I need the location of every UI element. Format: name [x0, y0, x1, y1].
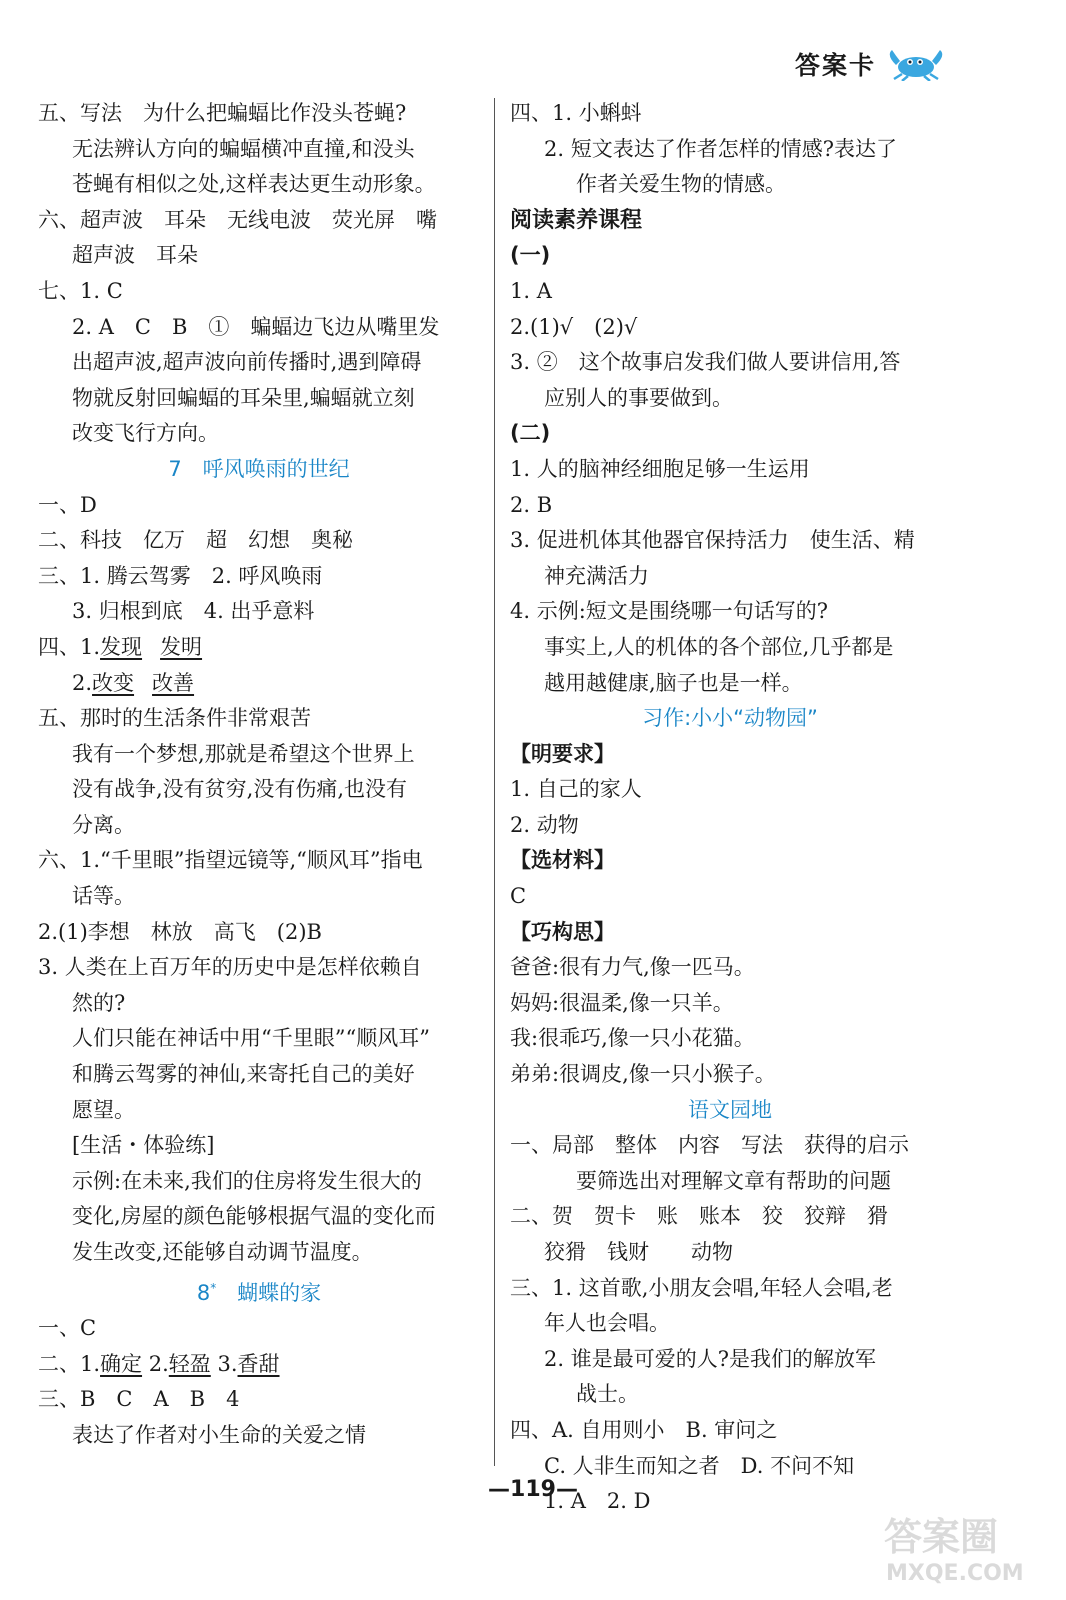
- answer-line: 我:很乖巧,像一只小花猫。: [510, 1026, 755, 1051]
- underlined-word: 确定: [100, 1351, 143, 1376]
- answer-line: 2. 短文表达了作者怎样的情感?表达了: [544, 136, 897, 161]
- answer-line: 四、1. 小蝌蚪: [510, 101, 642, 125]
- section-7: 七、1. C: [38, 278, 123, 303]
- answer-line: [生活・体验练]: [72, 1133, 215, 1158]
- answer-line: 战士。: [576, 1382, 639, 1407]
- answer-line: 3. 促进机体其他器官保持活力 使生活、精: [510, 528, 915, 553]
- answer-line: 妈妈:很温柔,像一只羊。: [510, 990, 734, 1015]
- answer-line: 越用越健康,脑子也是一样。: [544, 670, 803, 695]
- watermark-logo-text: 答案圈: [884, 1515, 999, 1559]
- answer-line: 2. 动物: [510, 812, 579, 837]
- answer-line: 1. 人的脑神经细胞足够一生运用: [510, 456, 810, 481]
- lesson-7-title: 7 呼风唤雨的世纪: [168, 456, 350, 481]
- item-prefix: 3.: [217, 1351, 238, 1376]
- watermark-logo: [878, 1506, 1028, 1586]
- section-6: 六、超声波 耳朵 无线电波 荧光屏 嘴: [38, 207, 437, 232]
- watermark-site: MXQE.COM: [886, 1561, 1024, 1586]
- answer-line: 出超声波,超声波向前传播时,遇到障碍: [72, 350, 422, 375]
- lesson-mark: *: [210, 1280, 217, 1295]
- answer-line: 二、贺 贺卡 账 账本 狡 狡辩 猾: [510, 1204, 888, 1229]
- column-divider: [494, 98, 495, 1466]
- section-heading: 【明要求】: [510, 741, 615, 766]
- answer-line: 3. 归根到底 4. 出乎意料: [72, 599, 315, 624]
- left-column: [38, 96, 480, 1454]
- answer-line: 四、A. 自用则小 B. 审问之: [510, 1417, 778, 1442]
- answer-line: 愿望。: [72, 1097, 135, 1122]
- answer-line: 1. A: [510, 278, 552, 303]
- answer-line: 话等。: [72, 884, 135, 909]
- answer-line: 超声波 耳朵: [72, 243, 198, 268]
- answer-line: 4. 示例:短文是围绕哪一句话写的?: [510, 599, 829, 624]
- lesson-name: 蝴蝶的家: [237, 1280, 322, 1305]
- answer-line: 一、局部 整体 内容 写法 获得的启示: [510, 1133, 909, 1158]
- answer-line: 应别人的事要做到。: [544, 385, 733, 410]
- underlined-word: 发明: [160, 634, 203, 659]
- answer-line: 和腾云驾雾的神仙,来寄托自己的美好: [72, 1062, 415, 1087]
- answer-line: 六、1.“千里眼”指望远镜等,“顺风耳”指电: [38, 848, 423, 873]
- answer-line: 狡猾 钱财 动物: [544, 1240, 733, 1264]
- section-5: 五、写法 为什么把蝙蝠比作没头苍蝇?: [38, 101, 407, 125]
- part-heading: (二): [510, 421, 551, 446]
- answer-line: [38, 666, 480, 702]
- answer-line: 作者关爱生物的情感。: [576, 172, 786, 197]
- answer-line: [38, 1347, 480, 1383]
- answer-line: 3. ② 这个故事启发我们做人要讲信用,答: [510, 350, 901, 375]
- header-title: 答案卡: [794, 51, 876, 80]
- underlined-word: 改善: [152, 670, 195, 695]
- answer-line: 3. 人类在上百万年的历史中是怎样依赖自: [38, 955, 422, 980]
- section-heading: 【巧构思】: [510, 919, 615, 944]
- answer-line: 二、科技 亿万 超 幻想 奥秘: [38, 528, 353, 553]
- header: [795, 46, 948, 82]
- underlined-word: 改变: [92, 670, 135, 695]
- crab-icon: [882, 47, 948, 81]
- answer-line: 五、那时的生活条件非常艰苦: [38, 706, 311, 731]
- answer-line: 2.(1)√ (2)√: [510, 314, 638, 339]
- answer-line: C: [510, 884, 527, 909]
- answer-line: 三、1. 腾云驾雾 2. 呼风唤雨: [38, 563, 323, 588]
- answer-line: 改变飞行方向。: [72, 421, 219, 446]
- answer-line: C. 人非生而知之者 D. 不问不知: [544, 1453, 855, 1478]
- answer-line: 年人也会唱。: [544, 1311, 670, 1336]
- answer-line: 爸爸:很有力气,像一匹马。: [510, 955, 755, 980]
- answer-line: 神充满活力: [544, 563, 649, 588]
- answer-line: [38, 630, 480, 666]
- answer-line: 2.(1)李想 林放 高飞 (2)B: [38, 919, 322, 944]
- answer-line: 物就反射回蝙蝠的耳朵里,蝙蝠就立刻: [72, 385, 415, 410]
- item-prefix: 2.: [72, 670, 93, 695]
- underlined-word: 香甜: [237, 1351, 280, 1376]
- answer-line: 2. B: [510, 492, 553, 517]
- right-column: [510, 96, 950, 1520]
- part-heading: (一): [510, 243, 551, 268]
- answer-line: 无法辨认方向的蝙蝠横冲直撞,和没头: [72, 136, 415, 161]
- lesson-8-title: [38, 1271, 480, 1312]
- reading-course-title: 阅读素养课程: [510, 207, 643, 233]
- item-prefix: 四、1.: [38, 634, 101, 659]
- answer-line: 变化,房屋的颜色能够根据气温的变化而: [72, 1204, 436, 1229]
- page-number: —119—: [488, 1477, 578, 1502]
- answer-line: 事实上,人的机体的各个部位,几乎都是: [544, 634, 894, 659]
- answer-line: 弟弟:很调皮,像一只小猴子。: [510, 1062, 776, 1087]
- chinese-garden-title: 语文园地: [688, 1097, 772, 1122]
- answer-line: 三、B C A B 4: [38, 1387, 240, 1412]
- answer-line: 我有一个梦想,那就是希望这个世界上: [72, 741, 415, 766]
- answer-line: 1. A 2. D: [544, 1489, 651, 1514]
- answer-line: 2. A C B ① 蝙蝠边飞边从嘴里发: [72, 314, 440, 339]
- answer-line: 要筛选出对理解文章有帮助的问题: [576, 1168, 891, 1193]
- item-prefix: 2.: [148, 1351, 169, 1376]
- underlined-word: 发现: [100, 634, 143, 659]
- answer-line: 三、1. 这首歌,小朋友会唱,年轻人会唱,老: [510, 1275, 893, 1300]
- answer-line: 苍蝇有相似之处,这样表达更生动形象。: [72, 172, 436, 197]
- answer-line: 分离。: [72, 812, 135, 837]
- answer-line: 示例:在未来,我们的住房将发生很大的: [72, 1168, 422, 1193]
- answer-line: 然的?: [72, 990, 126, 1015]
- answer-line: 一、D: [38, 492, 97, 517]
- answer-line: 表达了作者对小生命的关爱之情: [72, 1422, 366, 1447]
- underlined-word: 轻盈: [168, 1351, 211, 1376]
- lesson-number: 8: [196, 1280, 211, 1305]
- section-heading: 【选材料】: [510, 848, 615, 873]
- answer-line: 人们只能在神话中用“千里眼”“顺风耳”: [72, 1026, 430, 1051]
- answer-line: 发生改变,还能够自动调节温度。: [72, 1240, 373, 1264]
- answer-line: 2. 谁是最可爱的人?是我们的解放军: [544, 1346, 876, 1371]
- writing-title: 习作:小小“动物园”: [642, 706, 818, 731]
- answer-line: 一、C: [38, 1316, 97, 1341]
- answer-line: 没有战争,没有贫穷,没有伤痛,也没有: [72, 777, 408, 802]
- item-prefix: 二、1.: [38, 1351, 101, 1376]
- answer-line: 1. 自己的家人: [510, 777, 642, 802]
